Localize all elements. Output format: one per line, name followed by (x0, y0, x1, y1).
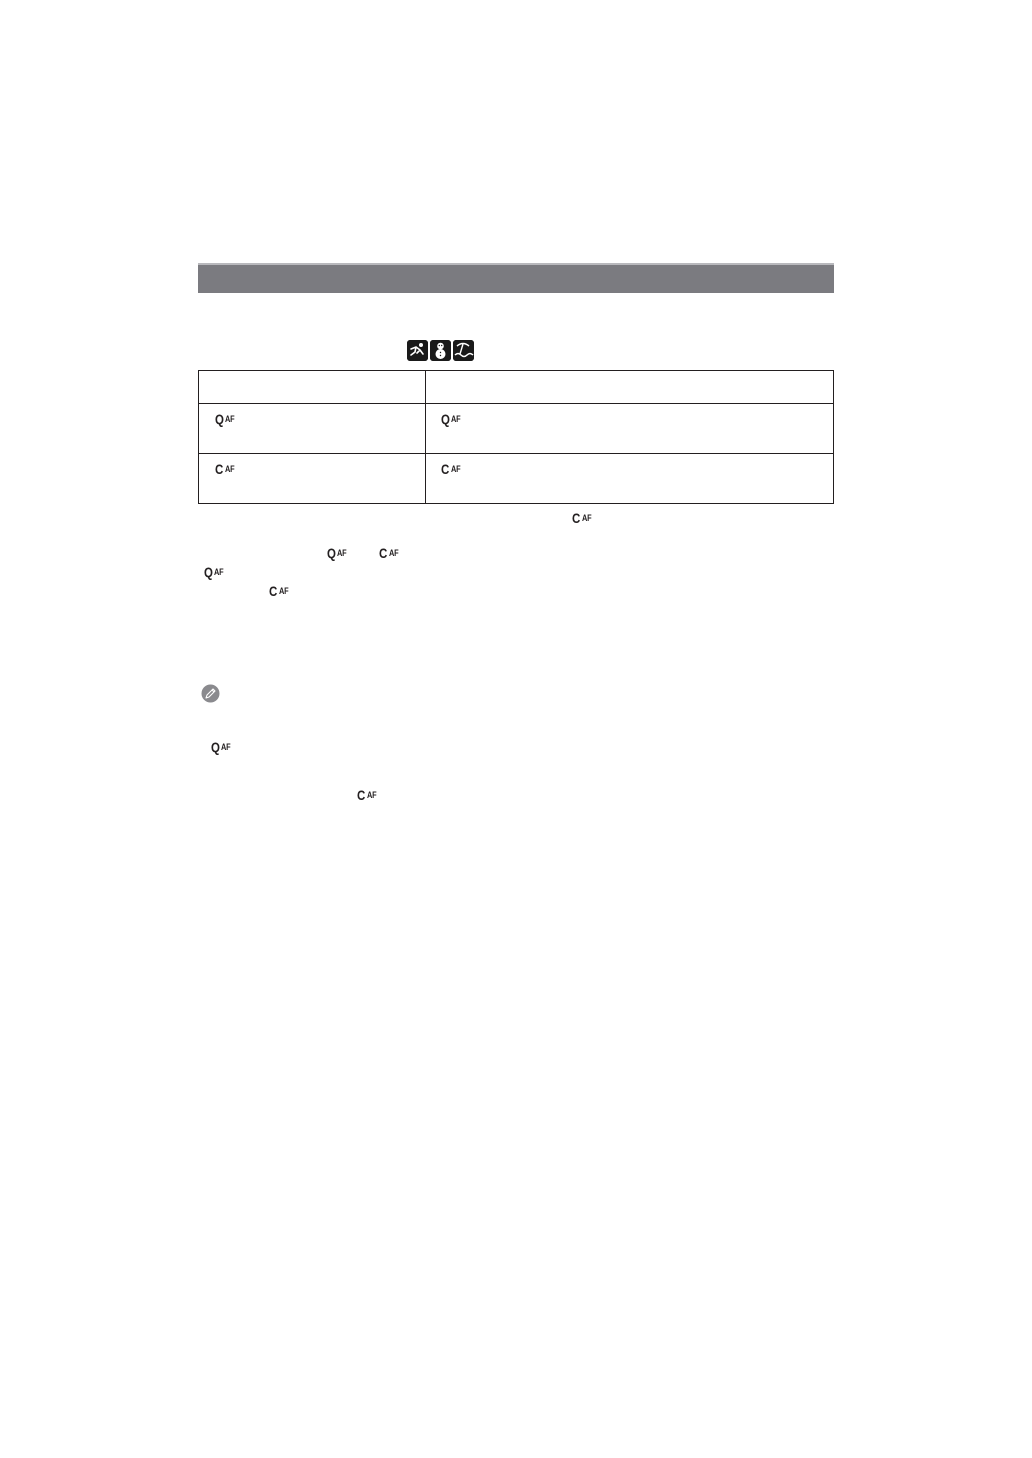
table-row-divider (198, 403, 834, 404)
beach-scene-icon (453, 340, 474, 361)
quick-af-icon: Q AF (327, 545, 347, 561)
continuous-af-icon: C AF (215, 461, 235, 477)
continuous-af-icon: C AF (269, 583, 289, 599)
quick-af-icon: Q AF (204, 564, 224, 580)
table-column-divider (425, 370, 426, 504)
quick-af-icon: Q AF (211, 739, 231, 755)
scene-mode-icons (407, 340, 474, 361)
continuous-af-icon: C AF (572, 510, 592, 526)
pencil-note-icon (201, 684, 220, 703)
af-mode-settings-table (198, 370, 834, 504)
quick-af-icon: Q AF (441, 411, 461, 427)
sports-scene-icon (407, 340, 428, 361)
continuous-af-icon: C AF (441, 461, 461, 477)
snow-scene-icon (430, 340, 451, 361)
continuous-af-icon: C AF (357, 787, 377, 803)
quick-af-icon: Q AF (215, 411, 235, 427)
section-header-bar (198, 263, 834, 293)
table-row-divider (198, 453, 834, 454)
continuous-af-icon: C AF (379, 545, 399, 561)
